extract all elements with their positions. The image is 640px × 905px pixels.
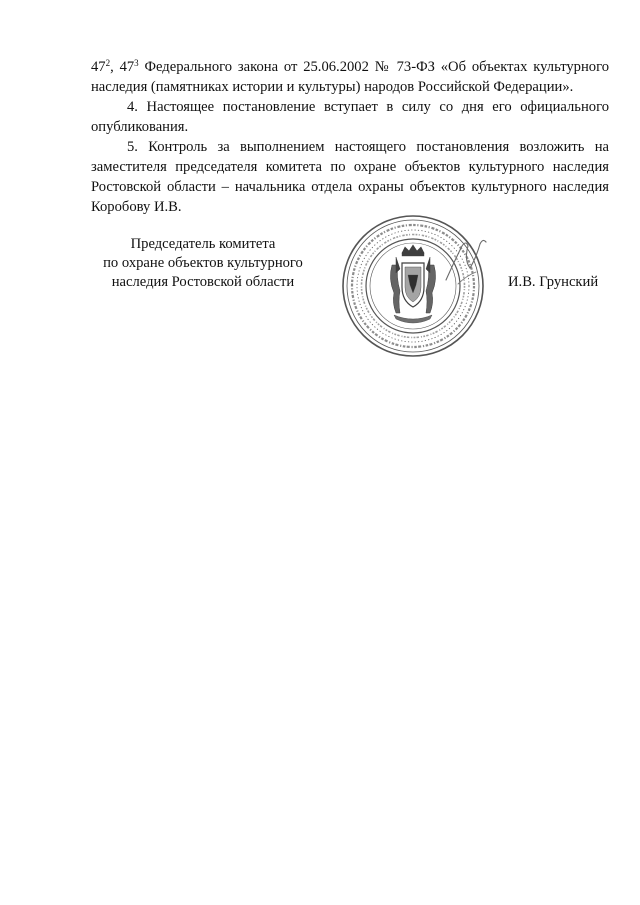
- paragraph-5: 5. Контроль за выполнением настоящего постановления возложить на заместителя председателя комитета по охране объектов культурного наследия Ростовской области – начальника отдела охраны объектов культурного наследия Коробову И.В.: [91, 139, 609, 215]
- separator: ,: [110, 59, 120, 75]
- signatory-title-line: Председатель комитета: [130, 236, 276, 252]
- article-superscript: 2: [105, 58, 111, 68]
- handwritten-signature-icon: [440, 232, 490, 292]
- document-body: [91, 57, 609, 217]
- signatory-title: [88, 235, 318, 292]
- signer-name: И.В. Грунский: [508, 274, 599, 290]
- signatory-title-line: наследия Ростовской области: [111, 274, 295, 290]
- law-reference-text: Федерального закона от 25.06.2002 № 73-ФЗ «Об объектах культурного наследия (памятниках истории и культуры) народов Российской Федерации».: [91, 59, 609, 95]
- coat-of-arms-icon: [390, 245, 435, 323]
- article-superscript: 3: [134, 58, 139, 68]
- signatory-title-line: по охране объектов культурного: [103, 255, 303, 271]
- article-number: 47: [91, 59, 106, 75]
- paragraph-4: 4. Настоящее постановление вступает в силу со дня его официального опубликования.: [91, 99, 609, 135]
- paragraph-legal-reference: [91, 57, 609, 97]
- article-number: 47: [119, 59, 135, 75]
